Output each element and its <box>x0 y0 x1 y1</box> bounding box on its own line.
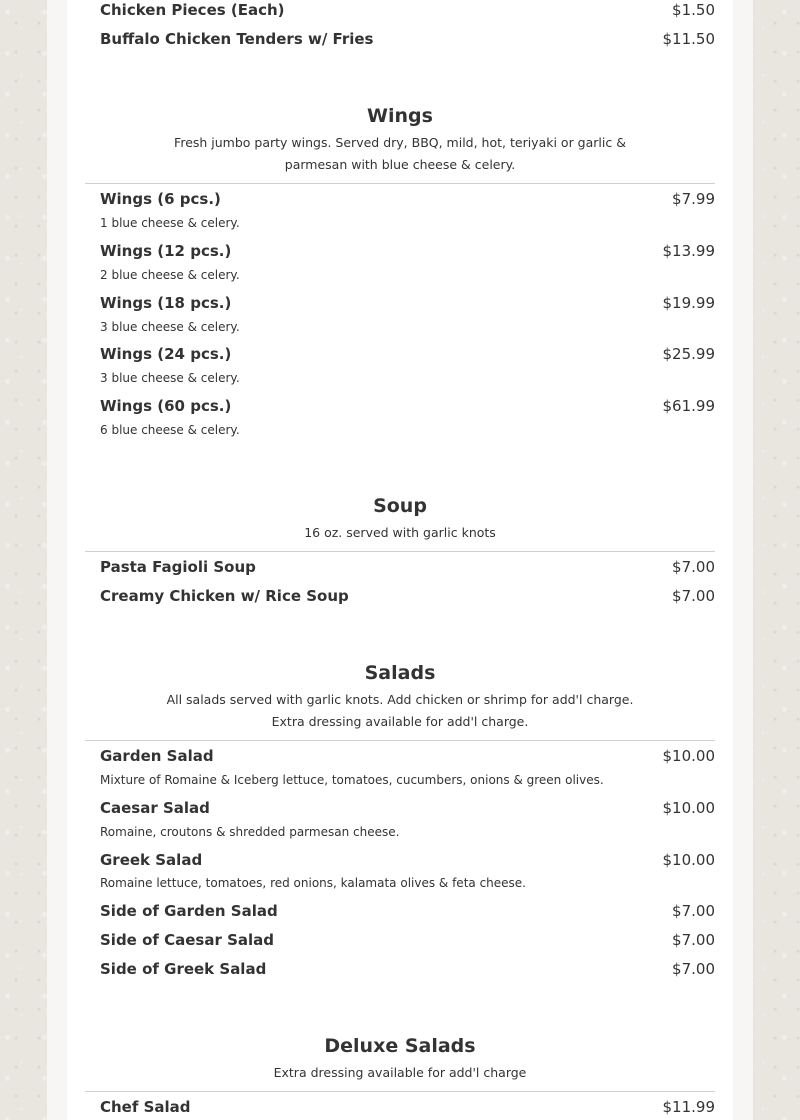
item-description: 2 blue cheese & celery. <box>100 268 240 282</box>
item-description: Romaine, croutons & shredded parmesan cheese. <box>100 825 400 839</box>
item-name: Wings (24 pcs.) <box>100 345 232 363</box>
section-title-salads: Salads <box>364 662 436 684</box>
item-price: $19.99 <box>662 294 715 312</box>
item-description: Romaine lettuce, tomatoes, red onions, kalamata olives & feta cheese. <box>100 876 526 890</box>
section-description-text: 16 oz. served with garlic knots <box>304 525 496 540</box>
section-description-soup <box>85 522 715 544</box>
item-name: Chef Salad <box>100 1098 191 1116</box>
item-price: $7.00 <box>672 558 715 576</box>
item-name: Side of Garden Salad <box>100 902 278 920</box>
menu-item[interactable] <box>100 294 715 316</box>
item-description: 1 blue cheese & celery. <box>100 216 240 230</box>
item-name: Buffalo Chicken Tenders w/ Fries <box>100 30 374 48</box>
menu-item[interactable] <box>100 902 715 924</box>
item-price: $13.99 <box>662 242 715 260</box>
menu-item[interactable] <box>100 851 715 873</box>
item-description: 3 blue cheese & celery. <box>100 371 240 385</box>
menu-item[interactable] <box>100 747 715 769</box>
menu-item[interactable] <box>100 242 715 264</box>
item-name: Side of Caesar Salad <box>100 931 275 949</box>
item-price: $11.50 <box>662 30 715 48</box>
item-name: Caesar Salad <box>100 799 210 817</box>
item-name: Side of Greek Salad <box>100 960 267 978</box>
item-name: Wings (60 pcs.) <box>100 397 232 415</box>
item-price: $7.00 <box>672 931 715 949</box>
item-price: $7.99 <box>672 190 715 208</box>
item-name: Pasta Fagioli Soup <box>100 558 256 576</box>
section-description-text: Extra dressing available for add'l charge <box>273 1065 527 1080</box>
section-description-deluxe-salads <box>85 1062 715 1084</box>
item-name: Greek Salad <box>100 851 203 869</box>
item-price: $7.00 <box>672 960 715 978</box>
menu-item[interactable] <box>100 397 715 419</box>
section-description-text: All salads served with garlic knots. Add chicken or shrimp for add'l charge. Extra dressing available for add'l charge. <box>166 692 634 729</box>
section-title-soup: Soup <box>373 495 427 517</box>
item-description: Mixture of Romaine & Iceberg lettuce, tomatoes, cucumbers, onions & green olives. <box>100 773 604 787</box>
section-divider <box>85 1091 715 1092</box>
section-description-salads <box>85 689 715 733</box>
section-divider <box>85 551 715 552</box>
menu-item[interactable] <box>100 30 715 52</box>
item-name: Wings (6 pcs.) <box>100 190 221 208</box>
item-price: $61.99 <box>662 397 715 415</box>
section-title-wings: Wings <box>367 105 433 127</box>
item-name: Wings (12 pcs.) <box>100 242 232 260</box>
item-price: $7.00 <box>672 902 715 920</box>
item-name: Wings (18 pcs.) <box>100 294 232 312</box>
section-divider <box>85 183 715 184</box>
menu-item[interactable] <box>100 1 715 23</box>
item-price: $10.00 <box>662 747 715 765</box>
menu-item[interactable] <box>100 799 715 821</box>
section-title-deluxe-salads: Deluxe Salads <box>324 1035 476 1057</box>
item-price: $10.00 <box>662 851 715 869</box>
section-divider <box>85 740 715 741</box>
item-name: Chicken Pieces (Each) <box>100 1 285 19</box>
menu-item[interactable] <box>100 345 715 367</box>
item-price: $25.99 <box>662 345 715 363</box>
menu-item[interactable] <box>100 558 715 580</box>
item-description: 3 blue cheese & celery. <box>100 320 240 334</box>
section-description-text: Fresh jumbo party wings. Served dry, BBQ, mild, hot, teriyaki or garlic & parmesan with blue cheese & celery. <box>174 135 626 172</box>
menu-item[interactable] <box>100 190 715 212</box>
menu-item[interactable] <box>100 1098 715 1120</box>
menu-item[interactable] <box>100 960 715 982</box>
menu-item[interactable] <box>100 587 715 609</box>
item-price: $11.99 <box>662 1098 715 1116</box>
item-name: Creamy Chicken w/ Rice Soup <box>100 587 349 605</box>
section-description-wings <box>85 132 715 176</box>
item-price: $10.00 <box>662 799 715 817</box>
item-name: Garden Salad <box>100 747 214 765</box>
item-description: 6 blue cheese & celery. <box>100 423 240 437</box>
item-price: $1.50 <box>672 1 715 19</box>
menu-item[interactable] <box>100 931 715 953</box>
item-price: $7.00 <box>672 587 715 605</box>
